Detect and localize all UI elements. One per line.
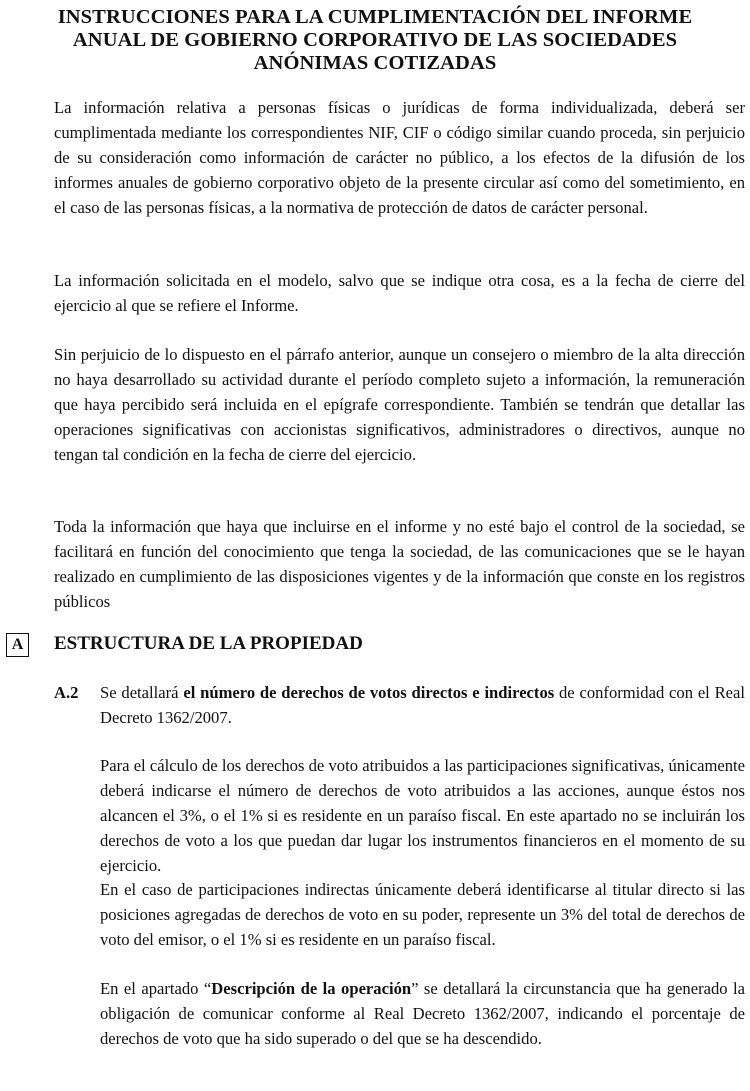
intro-paragraph-3: Sin perjuicio de lo dispuesto en el párrafo anterior, aunque un consejero o miembro de la alta dirección no haya desarrollado su actividad durante el período completo sujeto a información, la remuneración que haya percibido será incluida en el epígrafe correspondiente. También se tendrán que detallar las operaciones significativas con accionistas significativos, administradores o directivos, aunque no tengan tal condición en la fecha de cierre del ejercicio.	[54, 345, 745, 464]
a2-paragraph-2: Para el cálculo de los derechos de voto atribuidos a las participaciones significativas, únicamente deberá indicarse el número de derechos de voto atribuidos a las acciones, aunque éstos nos alcancen el 3%, o el 1% si es residente en un paraíso fiscal. En este apartado no se incluirán los derechos de voto a los que puedan dar lugar los instrumentos financieros en el momento de su ejercicio.	[100, 756, 745, 875]
a2-lead-text: Se detallará	[100, 683, 184, 702]
a2-paragraph-4	[100, 976, 745, 1051]
section-letter-box: A	[6, 633, 29, 657]
title-line-3: ANÓNIMAS COTIZADAS	[253, 52, 497, 74]
title-line-2: ANUAL DE GOBIERNO CORPORATIVO DE LAS SOCIEDADES	[72, 29, 678, 51]
section-header	[6, 632, 746, 660]
a2-p4-text: En el apartado “	[100, 979, 212, 998]
intro-paragraph-2: La información solicitada en el modelo, salvo que se indique otra cosa, es a la fecha de cierre del ejercicio al que se refiere el Informe.	[54, 271, 745, 315]
subsection-number: A.2	[54, 683, 79, 702]
title-line-1: INSTRUCCIONES PARA LA CUMPLIMENTACIÓN DEL INFORME	[57, 6, 693, 28]
a2-paragraph-3: En el caso de participaciones indirectas únicamente deberá identificarse al titular directo si las posiciones agregadas de derechos de voto en su poder, represente un 3% del total de derechos de voto del emisor, o el 1% si es residente en un paraíso fiscal.	[100, 880, 745, 949]
section-title: ESTRUCTURA DE LA PROPIEDAD	[54, 633, 363, 654]
intro-paragraph-4: Toda la información que haya que incluirse en el informe y no esté bajo el control de la sociedad, se facilitará en función del conocimiento que tenga la sociedad, de las comunicaciones que se le hayan realizado en cumplimiento de las disposiciones vigentes y de la información que conste en los registros públicos	[54, 517, 745, 611]
a2-p4-text-end: ” se detallará la circunstancia que ha generado la obligación de comunicar conforme al Real Decreto 1362/2007, indicando el porcentaje de derechos de voto que ha sido superado o del que se ha descendido.	[100, 979, 745, 1048]
a2-paragraph-1	[100, 680, 745, 730]
a2-lead-text-end: de conformidad con el Real Decreto 1362/2007.	[100, 683, 746, 727]
document-title	[40, 6, 710, 75]
a2-p4-bold: Descripción de la operación	[211, 979, 412, 998]
a2-lead-bold: el número de derechos de votos directos e indirectos	[183, 683, 555, 702]
intro-paragraph-1: La información relativa a personas físicas o jurídicas de forma individualizada, deberá ser cumplimentada mediante los correspondientes NIF, CIF o código similar cuando proceda, sin perjuicio de su consideración como información de carácter no público, a los efectos de la difusión de los informes anuales de gobierno corporativo objeto de la presente circular así como del sometimiento, en el caso de las personas físicas, a la normativa de protección de datos de carácter personal.	[54, 98, 745, 217]
